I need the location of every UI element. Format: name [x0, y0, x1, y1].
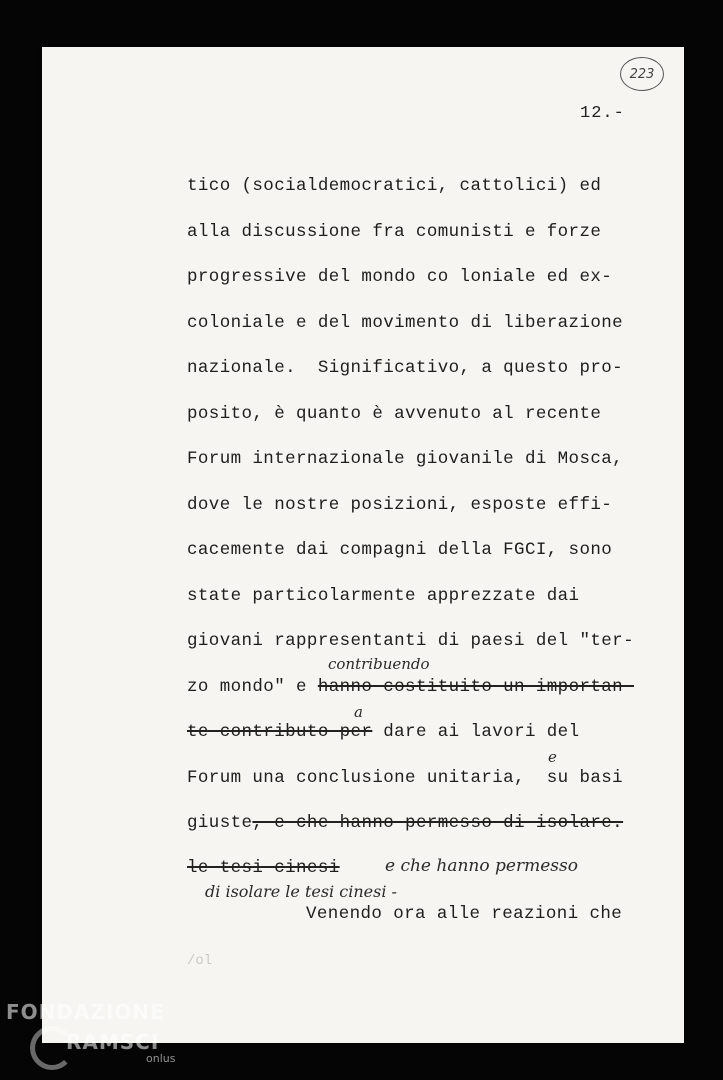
text-line-revised: [187, 722, 579, 742]
struck-text: te contributo per: [187, 722, 373, 742]
text-line-revised: [187, 858, 340, 878]
text-line: coloniale e del movimento di liberazione: [187, 313, 624, 333]
text-line: Venendo ora alle reazioni che: [306, 904, 623, 924]
struck-text: hanno costituito un importan-: [317, 677, 634, 697]
watermark-logo-sub: onlus: [146, 1052, 176, 1065]
text-line-revised: [187, 677, 634, 697]
text-line: nazionale. Significativo, a questo pro-: [187, 358, 624, 378]
text-line: giovani rappresentanti di paesi del "ter-: [187, 631, 634, 651]
text-line: posito, è quanto è avvenuto al recente: [187, 404, 602, 424]
typed-text: giuste: [187, 813, 253, 833]
struck-text: le tesi cinesi: [187, 858, 340, 878]
typist-initials: /ol: [187, 953, 213, 969]
page-number: 12.-: [580, 104, 625, 123]
text-line: tico (socialdemocratici, cattolici) ed: [187, 176, 602, 196]
text-line: alla discussione fra comunisti e forze: [187, 222, 602, 242]
handwritten-contribuendo: contribuendo: [328, 655, 430, 673]
text-line: Forum una conclusione unitaria, su basi: [187, 768, 624, 788]
struck-text: , e che hanno permesso di isolare.: [252, 813, 624, 833]
text-line: cacemente dai compagni della FGCI, sono: [187, 540, 613, 560]
text-line: state particolarmente apprezzate dai: [187, 586, 580, 606]
text-line: Forum internazionale giovanile di Mosca,: [187, 449, 624, 469]
archive-stamp-number: 223: [629, 66, 655, 82]
text-line: dove le nostre posizioni, esposte effi-: [187, 495, 613, 515]
text-line: progressive del mondo co loniale ed ex-: [187, 267, 613, 287]
typed-text: dare ai lavori del: [372, 722, 580, 742]
handwritten-e: e: [548, 748, 557, 766]
handwritten-insert: di isolare le tesi cinesi -: [205, 882, 397, 901]
watermark-logo-line2: RAMSCI: [66, 1030, 160, 1054]
watermark-logo-line1: FONDAZIONE: [6, 1000, 165, 1024]
handwritten-insert: e che hanno permesso: [385, 856, 578, 876]
text-line-revised: [187, 813, 623, 833]
typed-text: zo mondo" e: [187, 677, 318, 697]
handwritten-a: a: [354, 703, 363, 721]
archive-stamp: [620, 57, 664, 91]
